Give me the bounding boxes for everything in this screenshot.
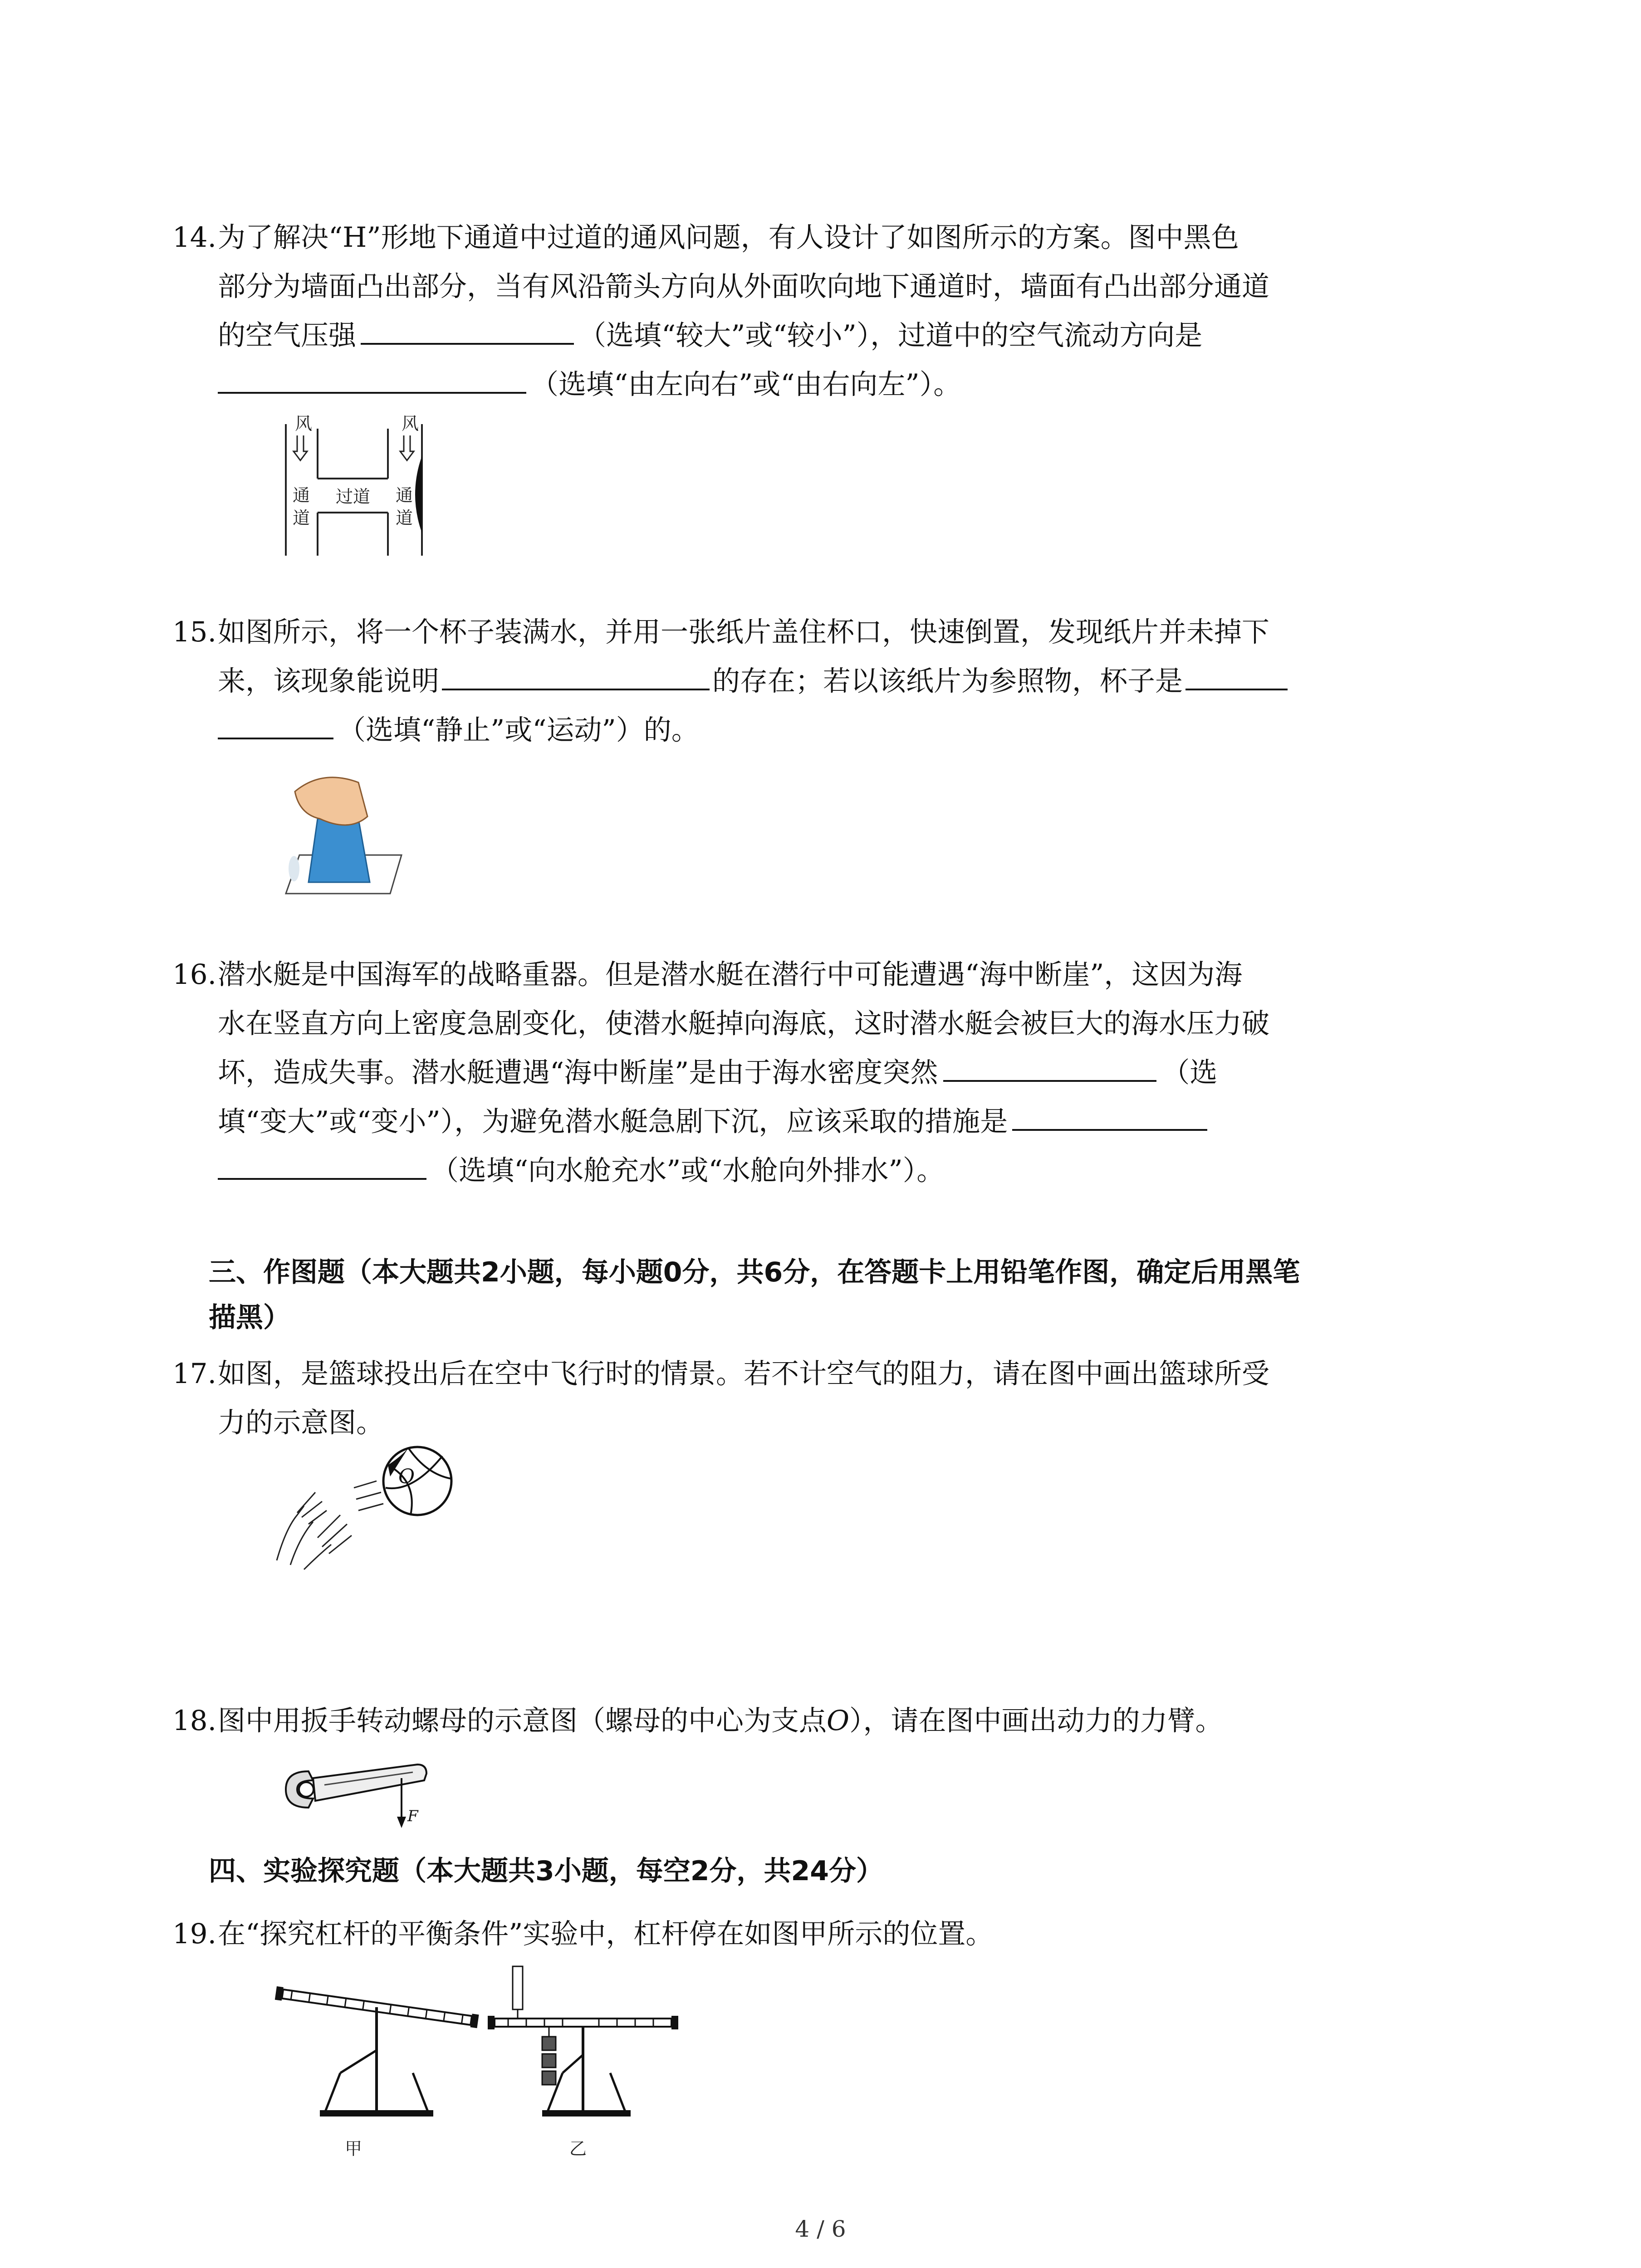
water-drop [289, 856, 299, 881]
lever-figure-a [275, 1986, 479, 2159]
wind-label-right: 风 [402, 414, 419, 434]
q15-line-2a: 来，该现象能说明 [218, 665, 440, 697]
question-14 [172, 213, 1461, 409]
right-channel-label: 道 [396, 508, 413, 528]
question-19 [172, 1910, 1461, 1959]
answer-blank[interactable] [943, 1049, 1156, 1082]
section-3-heading [209, 1250, 1474, 1340]
wrench-handle [313, 1765, 426, 1801]
hands-drawing [277, 1492, 352, 1569]
weight [542, 2054, 556, 2068]
inverted-cup-figure [281, 764, 417, 900]
q19-line-1: 在“探究杠杆的平衡条件”实验中，杠杆停在如图甲所示的位置。 [218, 1918, 994, 1950]
question-number: 17. [172, 1358, 217, 1390]
q15-line-2b: 的存在；若以该纸片为参照物，杯子是 [712, 665, 1183, 697]
q16-line-5b: （选填“向水舱充水”或“水舱向外排水”）。 [431, 1154, 945, 1187]
answer-blank[interactable] [1185, 658, 1288, 690]
q16-line-4a: 填“变大”或“变小”），为避免潜水艇急剧下沉，应该采取的措施是 [218, 1105, 1008, 1138]
passage-label: 过道 [336, 487, 371, 507]
question-number: 18. [172, 1705, 217, 1737]
left-channel-label: 道 [293, 508, 310, 528]
q15-line-3 [218, 706, 1461, 755]
center-label: O [398, 1465, 415, 1488]
pivot-label: O [827, 1705, 850, 1737]
q17-line-1: 如图，是篮球投出后在空中飞行时的情景。若不计空气的阻力，请在图中画出篮球所受 [218, 1358, 1270, 1390]
question-15 [172, 608, 1461, 755]
basketball-figure [272, 1438, 463, 1574]
q15-line-2 [218, 657, 1461, 706]
spring-scale [513, 1966, 523, 2009]
wind-arrow-left-icon [294, 435, 307, 460]
q18-line-1 [218, 1696, 1461, 1745]
answer-blank[interactable] [218, 361, 526, 394]
question-number: 16. [172, 958, 217, 991]
answer-blank[interactable] [218, 707, 333, 739]
q14-line-2: 部分为墙面凸出部分，当有风沿箭头方向从外面吹向地下通道时，墙面有凸出部分通道 [218, 270, 1270, 303]
h-tunnel-figure [272, 411, 445, 560]
answer-blank[interactable] [218, 1147, 426, 1180]
weight [542, 2071, 556, 2085]
q14-line-3b: （选填“较大”或“较小”），过道中的空气流动方向是 [578, 319, 1203, 352]
q15-line-3b: （选填“静止”或“运动”）的。 [338, 714, 699, 746]
wall-bulge [415, 456, 422, 533]
q16-line-3 [218, 1048, 1461, 1097]
q16-line-5 [218, 1146, 1461, 1195]
q16-line-3b: （选 [1162, 1056, 1218, 1089]
q16-line-1: 潜水艇是中国海军的战略重器。但是潜水艇在潜行中可能遭遇“海中断崖”，这因为海 [218, 958, 1243, 991]
section-4-line-1: 四、实验探究题（本大题共3小题，每空2分，共24分） [209, 1855, 883, 1887]
question-number: 14. [172, 221, 217, 254]
question-16 [172, 950, 1461, 1195]
question-17 [172, 1349, 1461, 1447]
hand [295, 777, 367, 825]
caption-jia: 甲 [345, 2139, 362, 2159]
answer-blank[interactable] [1012, 1098, 1207, 1131]
lever-figure-b [488, 1966, 678, 2159]
question-number: 15. [172, 616, 217, 648]
left-channel-label: 通 [293, 485, 310, 505]
answer-blank[interactable] [442, 658, 710, 690]
q16-line-2: 水在竖直方向上密度急剧变化，使潜水艇掉向海底，这时潜水艇会被巨大的海水压力破 [218, 1007, 1270, 1040]
q15-line-1: 如图所示，将一个杯子装满水，并用一张纸片盖住杯口，快速倒置，发现纸片并未掉下 [218, 616, 1270, 648]
wrench-figure [281, 1753, 436, 1835]
section-4-heading [209, 1848, 1474, 1894]
wind-label-left: 风 [295, 414, 313, 434]
section-3-line-2: 描黑） [209, 1302, 290, 1334]
cup [309, 819, 370, 882]
q18-line-1b: ），请在图中画出动力的力臂。 [849, 1705, 1223, 1737]
force-label: F [407, 1807, 418, 1825]
weight [542, 2037, 556, 2050]
q14-line-4 [218, 360, 1461, 409]
question-18 [172, 1696, 1461, 1745]
q14-line-3a: 的空气压强 [218, 319, 357, 352]
q14-line-3 [218, 311, 1461, 360]
q14-line-4b: （选填“由左向右”或“由右向左”）。 [531, 368, 961, 401]
lever-figures [272, 1964, 690, 2168]
section-3-line-1: 三、作图题（本大题共2小题，每小题0分，共6分，在答题卡上用铅笔作图，确定后用黑笔 [209, 1256, 1300, 1288]
question-number: 19. [172, 1918, 217, 1950]
page-number: 4 / 6 [795, 2216, 846, 2242]
wind-arrow-right-icon [400, 435, 414, 460]
q16-line-4 [218, 1097, 1461, 1146]
q18-line-1a: 图中用扳手转动螺母的示意图（螺母的中心为支点 [218, 1705, 827, 1737]
right-channel-label: 通 [396, 485, 413, 505]
answer-blank[interactable] [361, 312, 574, 345]
motion-lines [354, 1481, 383, 1510]
q17-line-2: 力的示意图。 [218, 1407, 384, 1439]
q14-line-1: 为了解决“H”形地下通道中过道的通风问题，有人设计了如图所示的方案。图中黑色 [218, 221, 1239, 254]
nut [299, 1782, 314, 1797]
caption-yi: 乙 [569, 2139, 587, 2159]
q16-line-3a: 坏，造成失事。潜水艇遭遇“海中断崖”是由于海水密度突然 [218, 1056, 938, 1089]
